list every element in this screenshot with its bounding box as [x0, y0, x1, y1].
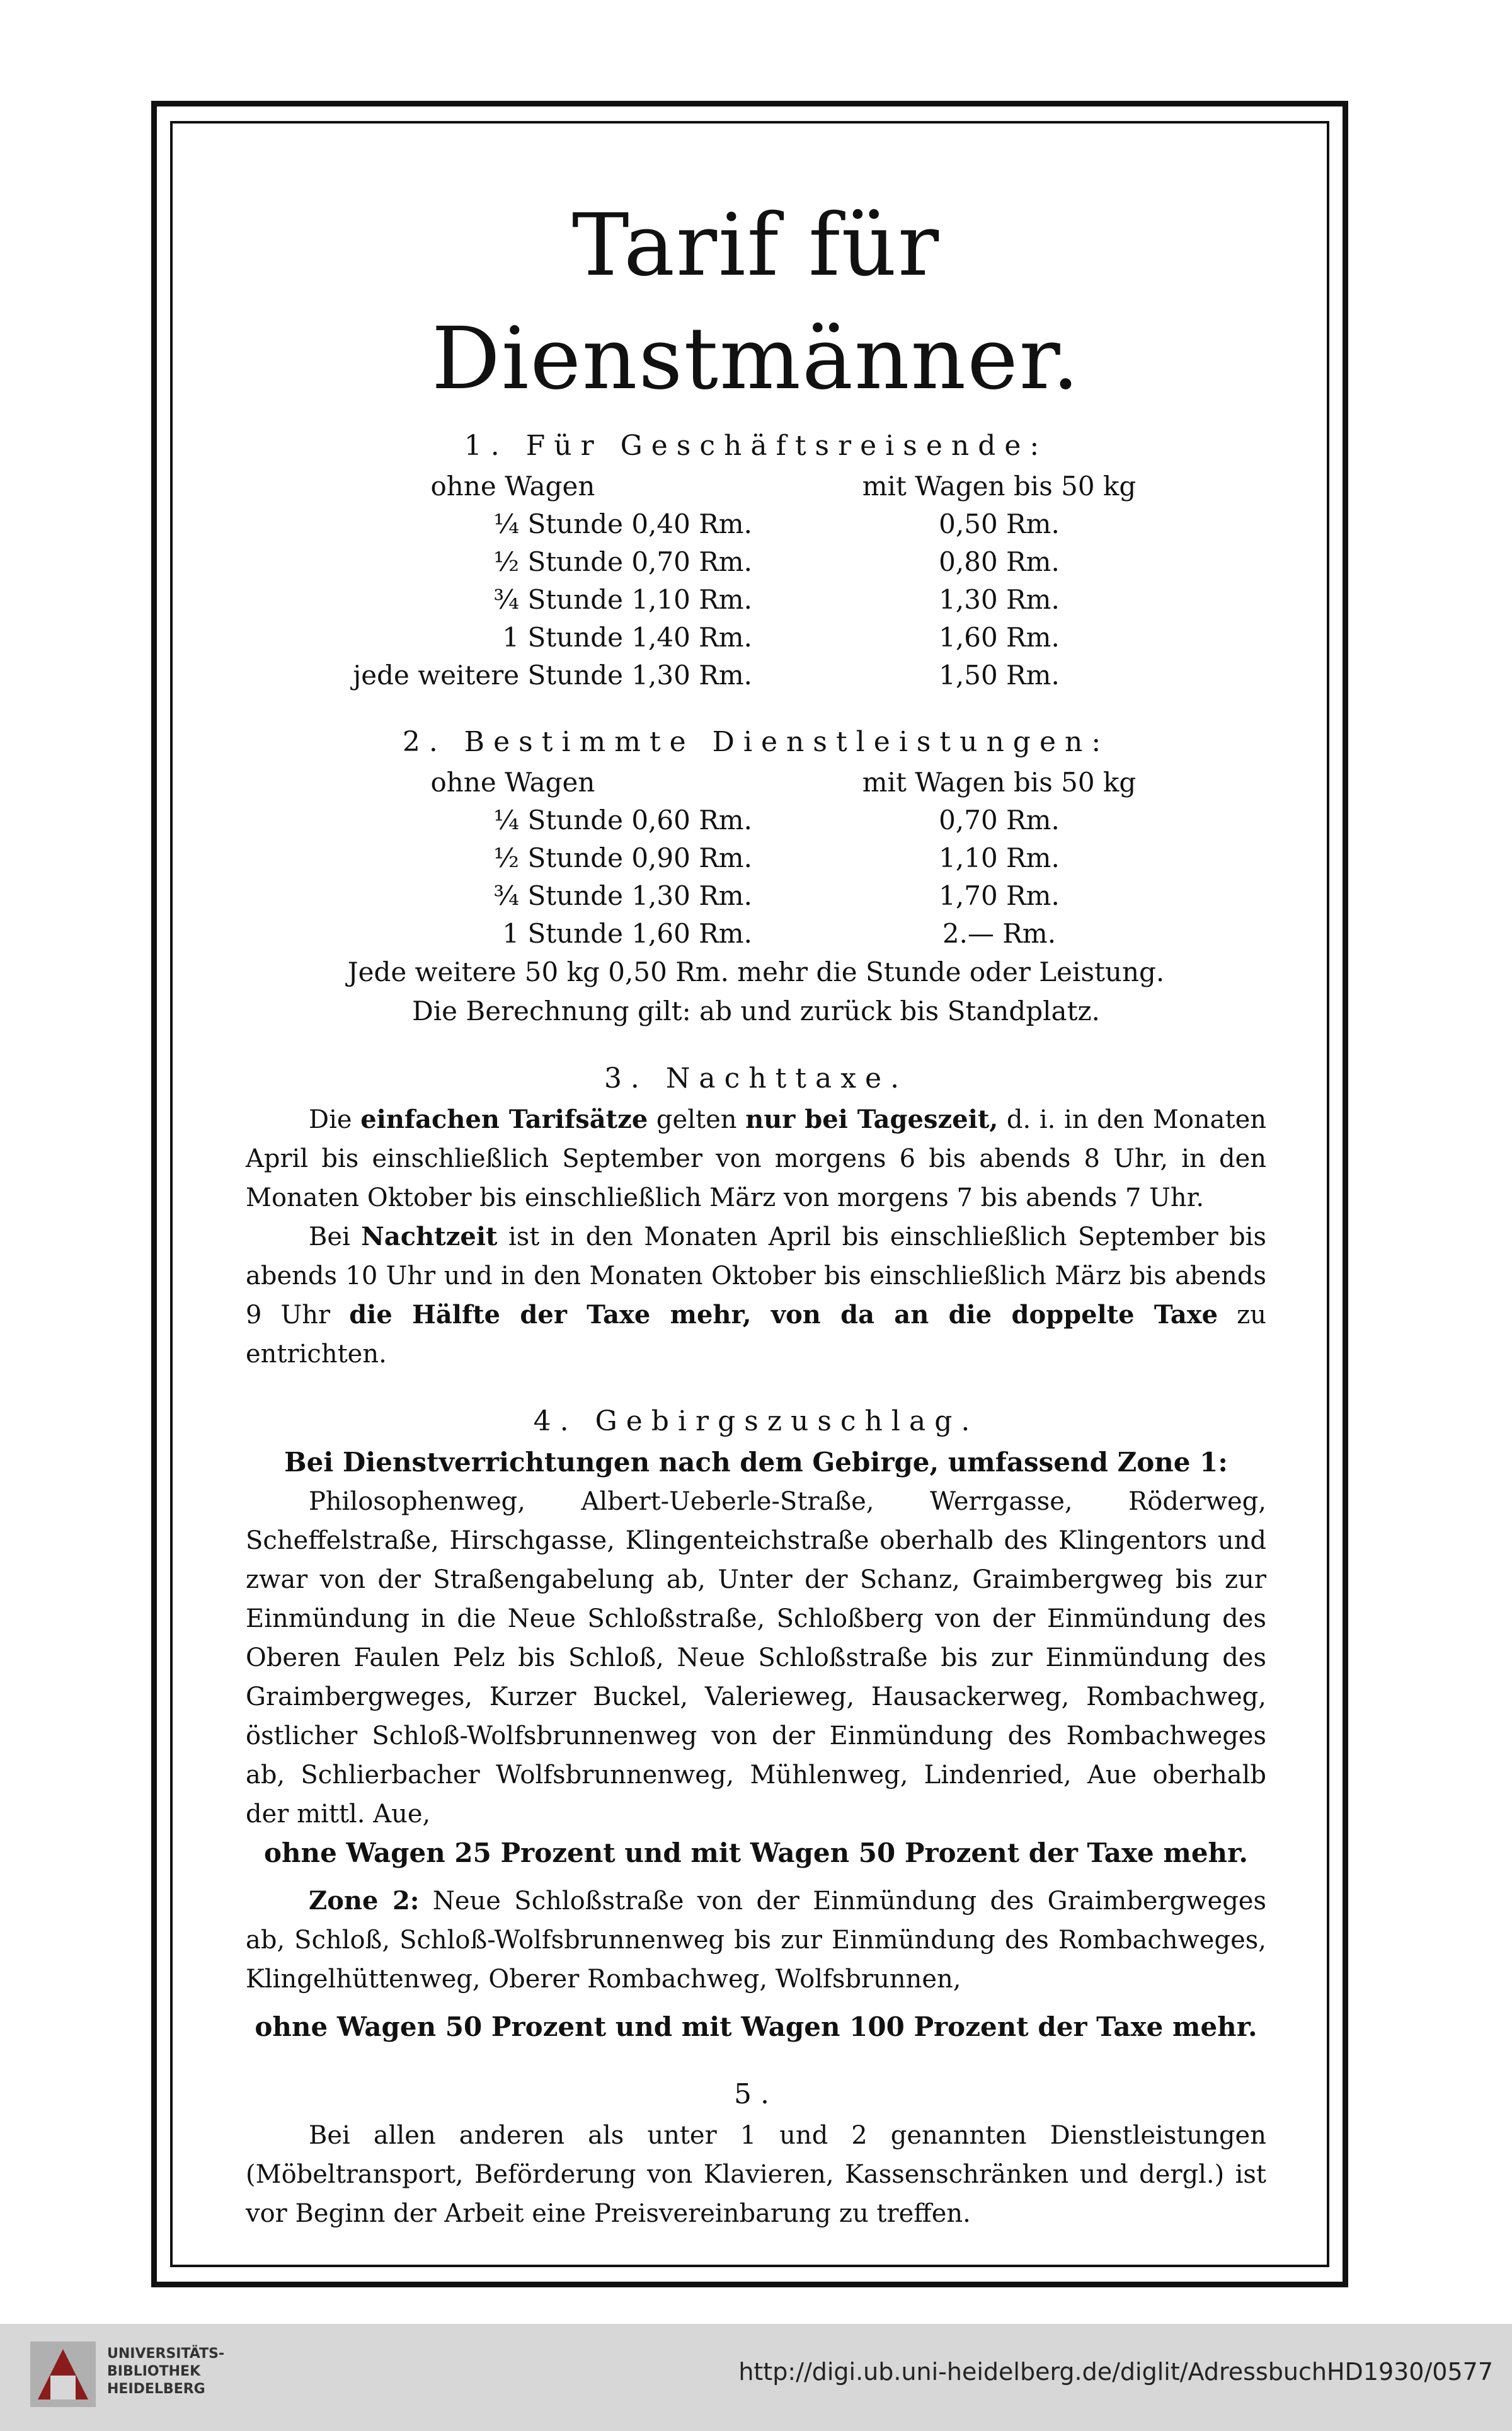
col-left-header: ohne Wagen	[430, 767, 595, 798]
zone1-rate: ohne Wagen 25 Prozent und mit Wagen 50 Prozent der Taxe mehr.	[264, 1837, 1248, 1868]
col-right-header: mit Wagen bis 50 kg	[862, 767, 1137, 798]
rate-right: 2.— Rm.	[942, 918, 1057, 949]
section1-table	[270, 468, 1242, 694]
section2-note-billing: Die Berechnung gilt: ab und zurück bis Standplatz.	[412, 996, 1100, 1026]
rate-left: 1 Stunde 1,40 Rm.	[502, 622, 752, 653]
zone2-streets: Zone 2: Neue Schloßstraße von der Einmündung des Graimbergweges ab, Schloß, Schloß-Wolfsbrunnenweg bis zur Einmündung des Rombachweges, Klingelhüttenweg, Oberer Rombachweg, Wolfsbrunnen,	[246, 1886, 1266, 1994]
rate-left: ½ Stunde 0,90 Rm.	[493, 842, 752, 873]
library-name: UNIVERSITÄTS- BIBLIOTHEK HEIDELBERG	[107, 2346, 225, 2397]
rate-left: ½ Stunde 0,70 Rm.	[493, 546, 752, 577]
table-row	[270, 581, 1242, 619]
rate-left: 1 Stunde 1,60 Rm.	[502, 918, 752, 949]
rate-left: jede weitere Stunde 1,30 Rm.	[353, 660, 752, 691]
section4-heading: 4. Gebirgszuschlag.	[533, 1405, 979, 1437]
section3-paragraph-night: Bei Nachtzeit ist in den Monaten April bis einschließlich September bis abends 10 Uhr und in den Monaten Oktober bis einschließlich März bis abends 9 Uhr die Hälfte der Taxe mehr, von da an die doppelte Taxe zu entrichten.	[246, 1222, 1266, 1369]
table-row	[270, 915, 1242, 953]
rate-right: 0,70 Rm.	[939, 805, 1060, 836]
table-row	[270, 619, 1242, 657]
document-body	[246, 189, 1266, 2233]
rate-left: ¾ Stunde 1,30 Rm.	[493, 880, 752, 911]
rate-right: 0,50 Rm.	[939, 509, 1060, 539]
table-header-row	[270, 468, 1242, 505]
source-url-link[interactable]: http://digi.ub.uni-heidelberg.de/diglit/AdressbuchHD1930/0577	[738, 2358, 1493, 2386]
rate-left: ¼ Stunde 0,60 Rm.	[493, 805, 752, 836]
section4-subheading: Bei Dienstverrichtungen nach dem Gebirge, umfassend Zone 1:	[284, 1447, 1228, 1478]
footer-bar	[0, 2324, 1512, 2431]
rate-right: 1,50 Rm.	[939, 660, 1060, 691]
col-left-header: ohne Wagen	[430, 471, 595, 502]
section3-heading: 3. Nachttaxe.	[604, 1062, 908, 1095]
section2-heading: 2. Bestimmte Dienstleistungen:	[402, 726, 1110, 758]
table-header-row	[270, 764, 1242, 802]
table-row	[270, 839, 1242, 877]
rate-left: ¾ Stunde 1,10 Rm.	[493, 584, 752, 615]
col-right-header: mit Wagen bis 50 kg	[862, 471, 1137, 502]
rate-right: 0,80 Rm.	[939, 546, 1060, 577]
rate-right: 1,70 Rm.	[939, 880, 1060, 911]
table-row	[270, 505, 1242, 543]
page-title: Tarif für Dienstmänner.	[431, 196, 1081, 409]
section5-text: Bei allen anderen als unter 1 und 2 genannten Dienstleistungen (Möbeltransport, Beförderung von Klavieren, Kassenschränken und dergl.) ist vor Beginn der Arbeit eine Preisvereinbarung zu treffen.	[246, 2121, 1266, 2228]
rate-right: 1,60 Rm.	[939, 622, 1060, 653]
table-row	[270, 877, 1242, 915]
section3-paragraph-day: Die einfachen Tarifsätze gelten nur bei Tageszeit, d. i. in den Monaten April bis einschließlich September von morgens 6 bis abends 8 Uhr, in den Monaten Oktober bis einschließlich März von morgens 7 bis abends 7 Uhr.	[246, 1105, 1267, 1212]
rate-right: 1,30 Rm.	[939, 584, 1060, 615]
rate-right: 1,10 Rm.	[939, 842, 1060, 873]
section1-heading: 1. Für Geschäftsreisende:	[464, 430, 1048, 462]
library-logo-icon[interactable]	[25, 2336, 101, 2412]
section2-note-extra-weight: Jede weitere 50 kg 0,50 Rm. mehr die Stunde oder Leistung.	[347, 957, 1165, 987]
rate-left: ¼ Stunde 0,40 Rm.	[493, 509, 752, 539]
table-row	[270, 802, 1242, 839]
zone1-streets: Philosophenweg, Albert-Ueberle-Straße, Werrgasse, Röderweg, Scheffelstraße, Hirschgasse, Klingenteichstraße oberhalb des Klingentors und zwar von der Straßengabelung ab, Unter der Schanz, Graimbergweg bis zur Einmündung in die Neue Schloßstraße, Schloßberg von der Einmündung des Oberen Faulen Pelz bis Schloß, Neue Schloßstraße bis zur Einmündung des Graimbergweges, Kurzer Buckel, Valerieweg, Hausackerweg, Rombachweg, östlicher Schloß-Wolfsbrunnenweg von der Einmündung des Rombachweges ab, Schlierbacher Wolfsbrunnenweg, Mühlenweg, Lindenried, Aue oberhalb der mittl. Aue,	[246, 1487, 1266, 1829]
table-row	[270, 657, 1242, 694]
table-row	[270, 543, 1242, 581]
section2-table	[270, 764, 1242, 953]
section5-heading: 5.	[734, 2078, 778, 2110]
zone2-rate: ohne Wagen 50 Prozent und mit Wagen 100 Prozent der Taxe mehr.	[255, 2011, 1257, 2042]
